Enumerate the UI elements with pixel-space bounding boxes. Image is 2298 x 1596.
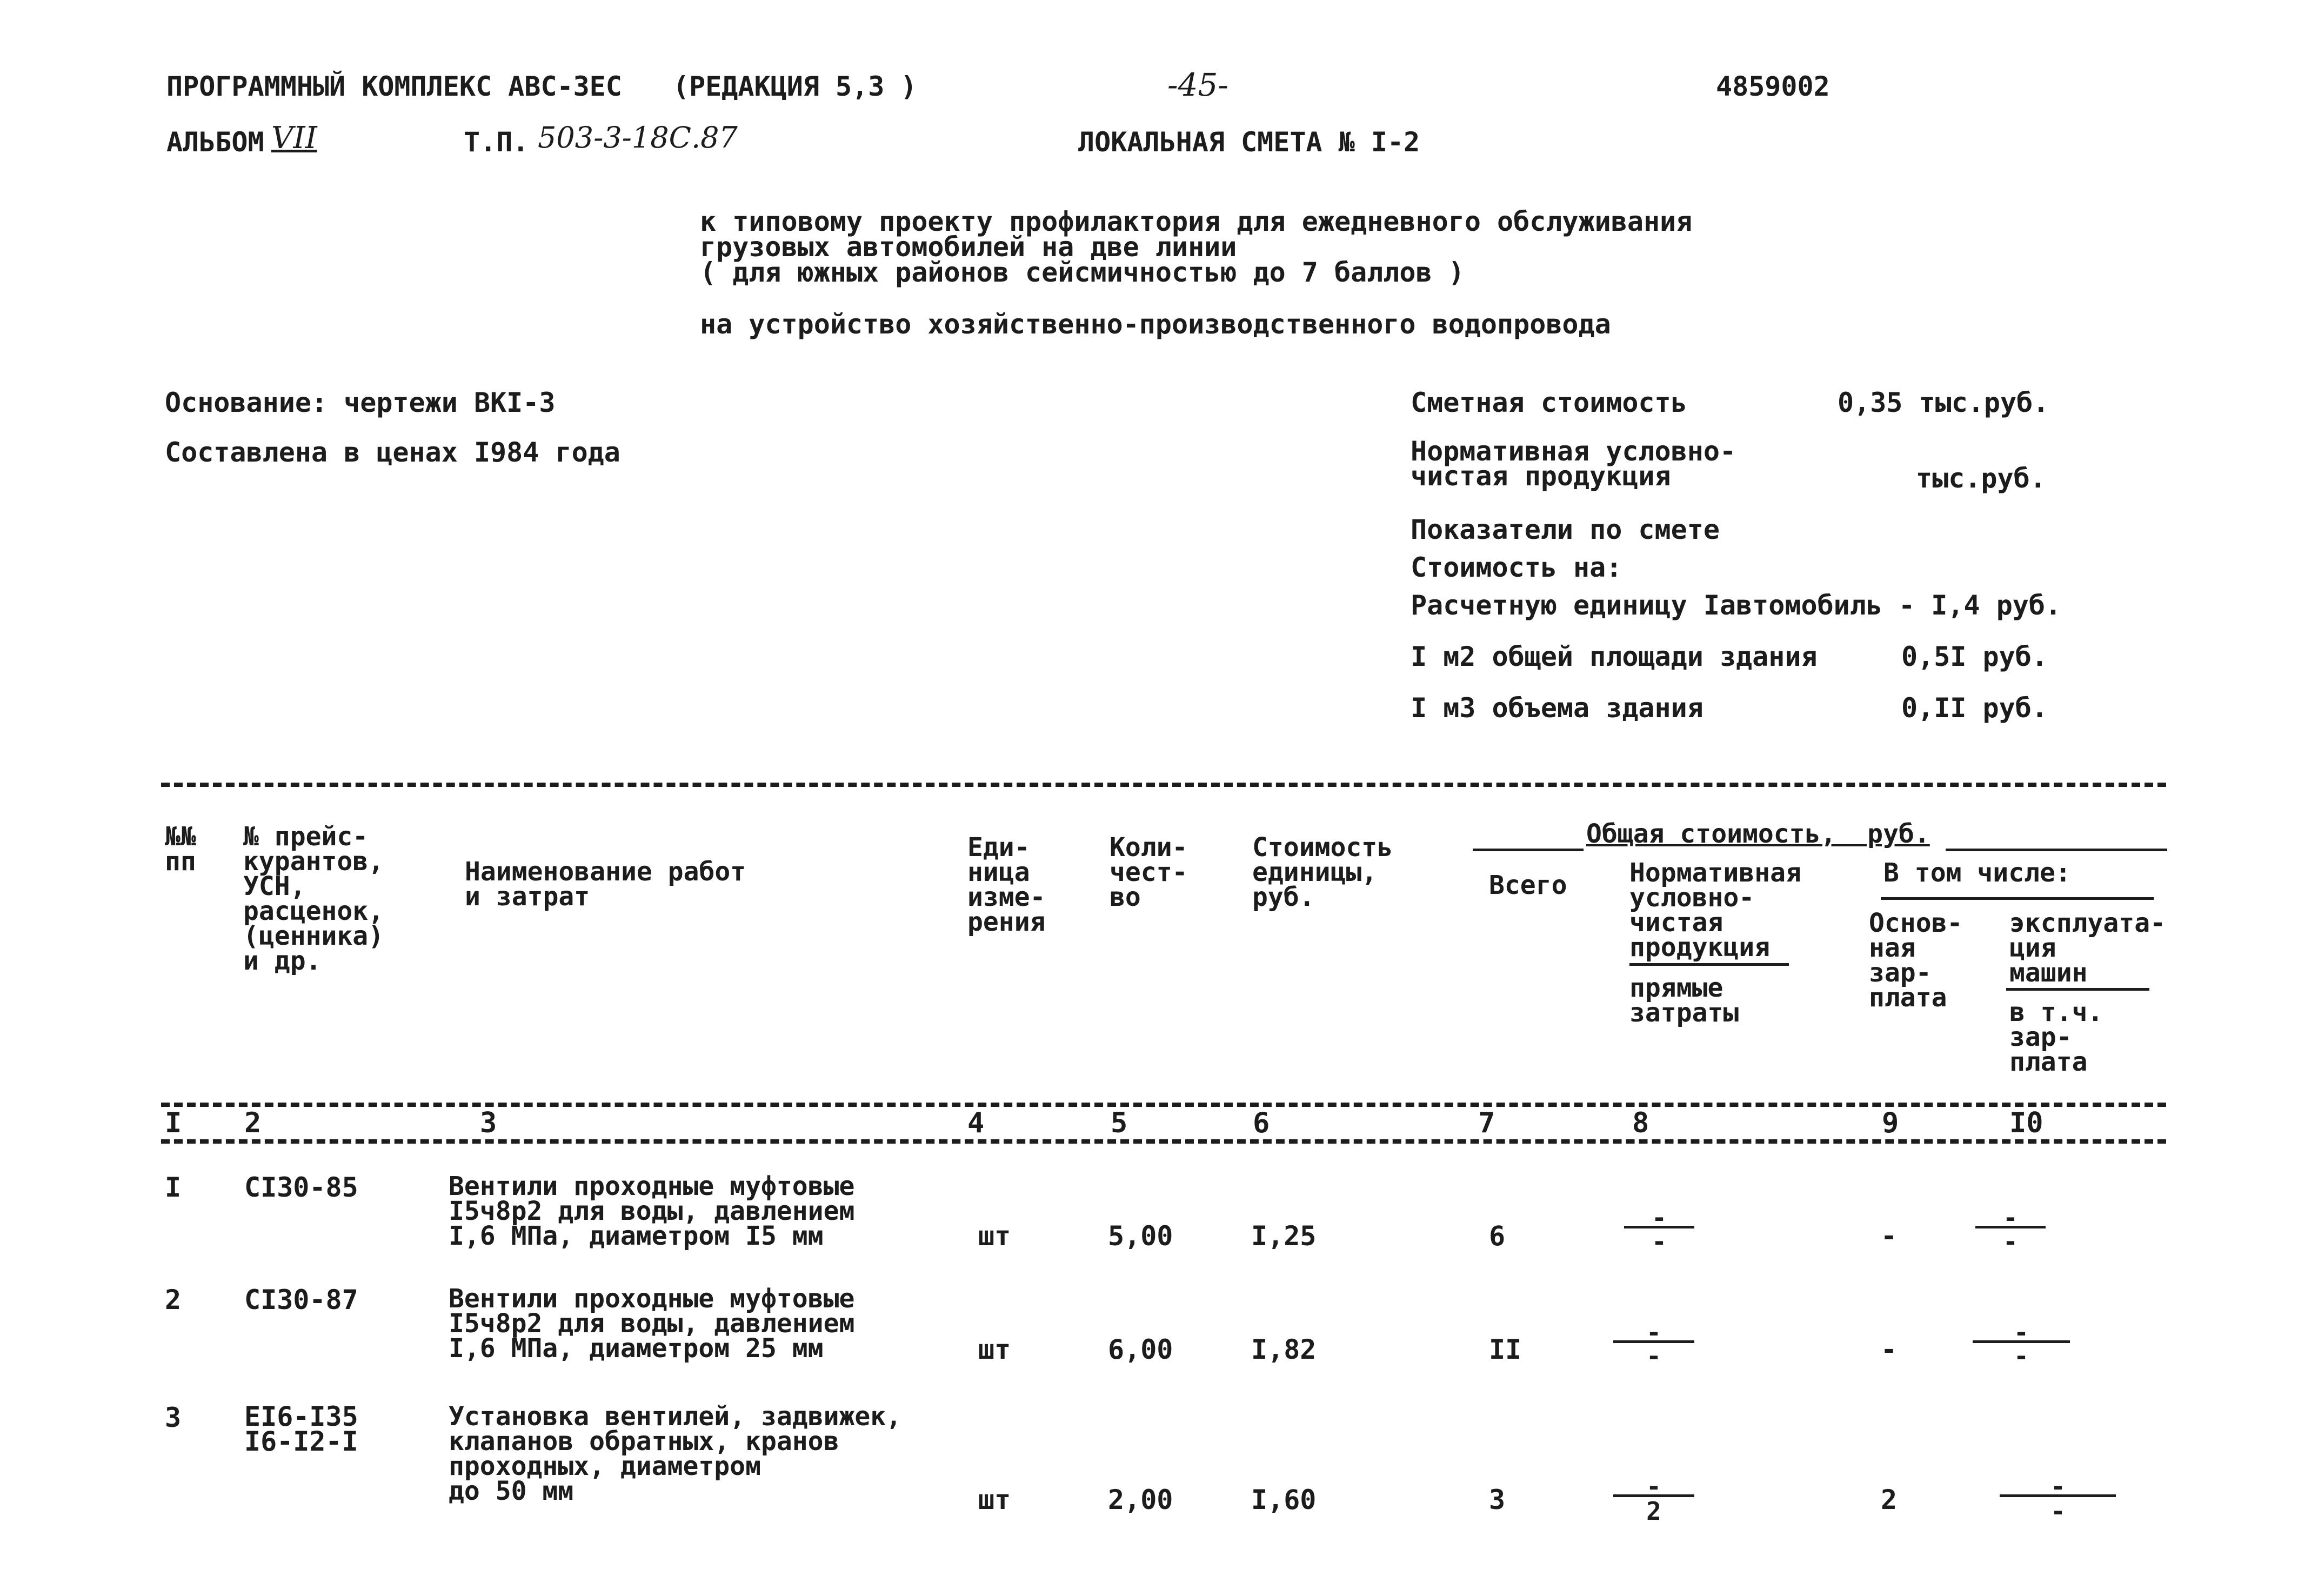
program-name: ПРОГРАММНЫЙ КОМПЛЕКС АВС-ЗЕС [166, 71, 622, 102]
row-total: II [1489, 1334, 1522, 1365]
including-rule [1881, 897, 2154, 900]
cost-per-label: Стоимость на: [1411, 552, 1622, 583]
row-machines-denominator: - [2003, 1227, 2018, 1256]
column-numbers-top-dashed-line [161, 1103, 2166, 1107]
area-cost-label: I м2 общей площади здания [1411, 641, 1818, 672]
row-normative-numerator: - [1652, 1203, 1667, 1232]
table-top-dashed-line [161, 783, 2166, 787]
column-number: 2 [244, 1107, 262, 1139]
basis-drawings: Основание: чертежи ВКI-3 [165, 387, 556, 418]
total-group-left-rule [1473, 849, 1584, 851]
row-work-name: Вентили проходные муфтовые I5ч8р2 для воды, давлением I,6 МПа, диаметром 25 мм [449, 1284, 855, 1364]
column-numbers-bottom-dashed-line [161, 1139, 2166, 1144]
estimated-cost-label: Сметная стоимость [1411, 387, 1687, 418]
column-number: 7 [1478, 1107, 1495, 1139]
column-number: I0 [2009, 1107, 2043, 1139]
column-number: 9 [1882, 1107, 1899, 1139]
row-quantity: 2,00 [1108, 1484, 1173, 1515]
subtitle-line-1: к типовому проекту профилактория для ежедневного обслуживания [700, 206, 1693, 237]
row-machines-numerator: - [2014, 1318, 2029, 1347]
row-quantity: 5,00 [1108, 1220, 1173, 1252]
page-number: -45- [1167, 66, 1228, 103]
row-machines-denominator: - [2050, 1497, 2066, 1526]
row-work-name: Вентили проходные муфтовые I5ч8р2 для воды, давлением I,6 МПа, диаметром I5 мм [449, 1171, 855, 1251]
unit-cost-line: Расчетную единицу Iавтомобиль - I,4 руб. [1411, 590, 2062, 621]
header-price-list-code: № прейс- курантов, УСН, расценок, (ценника) и др. [243, 822, 384, 976]
normative-product-value: тыс.руб. [1916, 463, 2046, 494]
program-edition: (РЕДАКЦИЯ 5,3 ) [673, 71, 917, 102]
header-total-group: Общая стоимость, руб. [1586, 819, 1930, 849]
row-work-name: Установка вентилей, задвижек, клапанов обратных, кранов проходных, диаметром до 50 мм [449, 1401, 902, 1506]
row-total: 3 [1489, 1484, 1506, 1515]
subtitle-purpose: на устройство хозяйственно-производственного водопровода [700, 309, 1611, 340]
row-base-wage: - [1881, 1220, 1898, 1252]
row-unit-cost: I,25 [1251, 1220, 1317, 1252]
subtitle-line-3: ( для южных районов сейсмичностью до 7 баллов ) [700, 257, 1465, 288]
indicators-label: Показатели по смете [1411, 514, 1720, 545]
album-label: АЛЬБОМ [166, 126, 264, 158]
row-number: I [165, 1172, 182, 1203]
row-unit-cost: I,60 [1251, 1484, 1317, 1515]
row-unit: шт [978, 1484, 1011, 1515]
total-group-right-rule [1946, 849, 2167, 851]
row-code: СI30-85 [244, 1172, 358, 1203]
volume-cost-label: I м3 объема здания [1411, 692, 1704, 724]
machine-operation-rule [2006, 988, 2149, 991]
row-unit-cost: I,82 [1251, 1334, 1317, 1365]
column-number: 6 [1253, 1107, 1270, 1139]
row-base-wage: - [1881, 1334, 1898, 1365]
header-including: В том числе: [1883, 858, 2071, 888]
row-normative-denominator: - [1646, 1341, 1661, 1371]
header-work-name: Наименование работ и затрат [465, 857, 746, 912]
row-number: 3 [165, 1402, 182, 1433]
row-quantity: 6,00 [1108, 1334, 1173, 1365]
basis-prices: Составлена в ценах I984 года [165, 437, 620, 468]
tp-number: 503-3-18С.87 [538, 121, 738, 155]
header-machine-operation: эксплуата- ция машин [2009, 908, 2166, 988]
row-machines-denominator: - [2014, 1341, 2029, 1371]
row-total: 6 [1489, 1220, 1506, 1252]
row-machines-numerator: - [2050, 1472, 2066, 1501]
row-unit: шт [978, 1334, 1011, 1365]
row-normative-numerator: - [1646, 1318, 1661, 1347]
normative-product-label: Нормативная условно- чистая продукция [1411, 436, 1736, 492]
row-code: СI30-87 [244, 1284, 358, 1315]
subtitle-line-2: грузовых автомобилей на две линии [700, 231, 1237, 263]
header-base-wage: Основ- ная зар- плата [1869, 908, 1963, 1013]
column-number: 4 [967, 1107, 985, 1139]
row-number: 2 [165, 1284, 182, 1315]
volume-cost-value: 0,II руб. [1901, 692, 2048, 724]
header-unit-cost: Стоимость единицы, руб. [1252, 832, 1393, 912]
estimated-cost-value: 0,35 тыс.руб. [1838, 387, 2049, 418]
column-number: 8 [1632, 1107, 1649, 1139]
row-normative-denominator: 2 [1646, 1497, 1661, 1526]
area-cost-value: 0,5I руб. [1901, 641, 2048, 672]
header-total: Всего [1489, 870, 1567, 900]
header-direct-costs: прямые затраты [1629, 973, 1739, 1028]
row-normative-numerator: - [1646, 1472, 1661, 1501]
normative-product-rule [1629, 963, 1789, 966]
header-unit: Еди- ница изме- рения [967, 832, 1046, 937]
row-machines-numerator: - [2003, 1203, 2018, 1232]
row-code: ЕI6-I35 I6-I2-I [244, 1401, 358, 1457]
header-quantity: Коли- чест- во [1110, 832, 1188, 912]
estimate-title: ЛОКАЛЬНАЯ СМЕТА № I-2 [1078, 126, 1420, 158]
album-number: VII [271, 121, 317, 156]
row-unit: шт [978, 1220, 1011, 1252]
header-machine-wage: в т.ч. зар- плата [2009, 997, 2103, 1077]
row-normative-denominator: - [1652, 1227, 1667, 1256]
column-number: 3 [480, 1107, 497, 1139]
header-normative-product: Нормативная условно- чистая продукция [1629, 858, 1801, 963]
document-code: 4859002 [1716, 71, 1830, 102]
row-base-wage: 2 [1881, 1484, 1898, 1515]
column-number: 5 [1111, 1107, 1128, 1139]
column-number: I [165, 1107, 182, 1139]
tp-label: Т.П. [464, 126, 529, 158]
header-row-number: №№ пп [165, 822, 196, 877]
